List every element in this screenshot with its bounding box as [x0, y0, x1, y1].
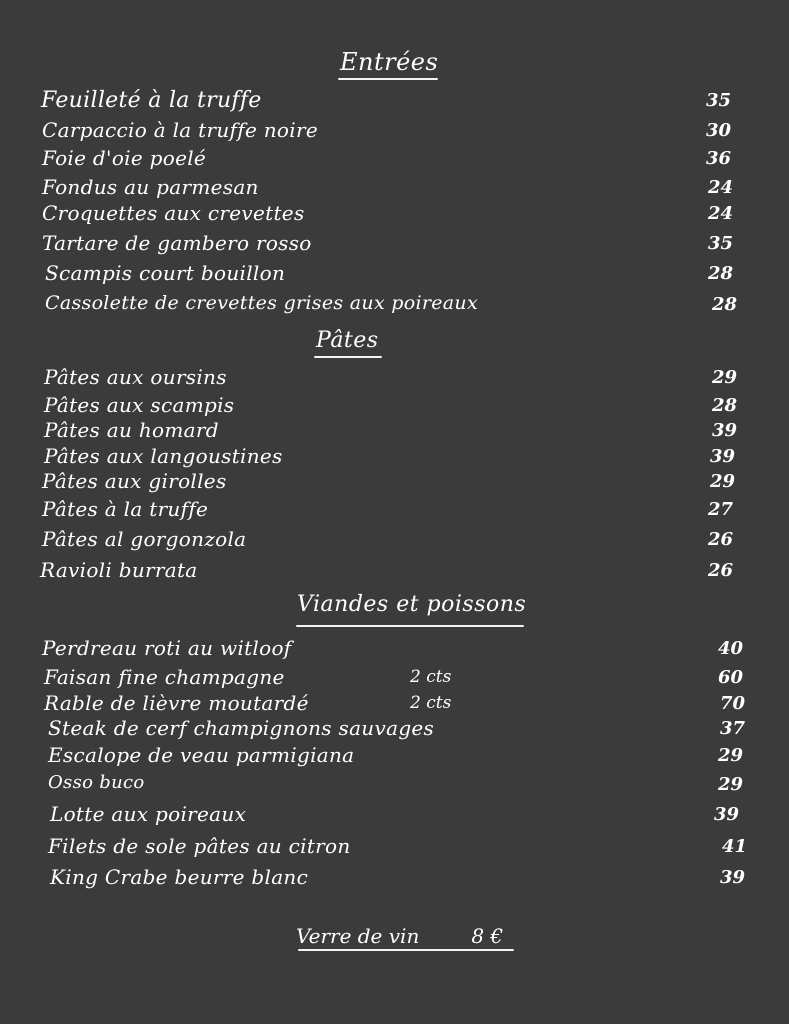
wine-price: 8 €	[471, 924, 504, 948]
item-price: 24	[708, 203, 734, 224]
menu-item	[0, 88, 789, 116]
item-name: Rable de lièvre moutardé	[44, 691, 309, 715]
item-name: Pâtes à la truffe	[42, 497, 209, 521]
item-name: Croquettes aux crevettes	[42, 201, 305, 225]
item-price: 26	[708, 529, 734, 550]
wine-underline	[298, 949, 514, 951]
menu-item	[0, 146, 789, 174]
item-price: 29	[718, 774, 744, 795]
menu-item	[0, 665, 789, 693]
item-name: Ravioli burrata	[40, 558, 198, 582]
item-price: 39	[714, 804, 740, 825]
menu-item	[0, 636, 789, 664]
item-price: 28	[712, 294, 738, 315]
wine-glass-offer	[296, 924, 503, 948]
menu-item	[0, 834, 789, 862]
item-name: Perdreau roti au witloof	[42, 636, 292, 660]
menu-item	[0, 418, 789, 446]
item-price: 39	[710, 446, 736, 467]
item-price: 28	[712, 395, 738, 416]
item-name: Steak de cerf champignons sauvages	[48, 716, 435, 740]
item-price: 36	[706, 148, 732, 169]
item-name: Escalope de veau parmigiana	[48, 743, 355, 767]
menu-item	[0, 261, 789, 289]
item-name: Osso buco	[48, 772, 145, 793]
item-price: 35	[706, 90, 732, 111]
menu-item	[0, 558, 789, 586]
menu-item	[0, 527, 789, 555]
item-name: Tartare de gambero rosso	[42, 231, 312, 255]
menu-item	[0, 865, 789, 893]
wine-label: Verre de vin	[296, 924, 420, 948]
section-title-entrees: Entrées	[340, 48, 439, 76]
item-price: 29	[710, 471, 736, 492]
item-price: 29	[718, 745, 744, 766]
menu-item	[0, 691, 789, 719]
menu-item	[0, 175, 789, 203]
item-name: Pâtes au homard	[44, 418, 219, 442]
section-underline-entrees	[338, 78, 438, 80]
item-price: 70	[720, 693, 746, 714]
item-price: 35	[708, 233, 734, 254]
item-price: 27	[708, 499, 734, 520]
item-name: Foie d'oie poelé	[42, 146, 207, 170]
item-name: Scampis court bouillon	[45, 261, 286, 285]
item-name: Faisan fine champagne	[44, 665, 285, 689]
item-price: 30	[706, 120, 732, 141]
menu-item	[0, 393, 789, 421]
menu-item	[0, 716, 789, 744]
item-price: 29	[712, 367, 738, 388]
item-name: Lotte aux poireaux	[50, 802, 247, 826]
item-name: Fondus au parmesan	[42, 175, 259, 199]
item-price: 60	[718, 667, 744, 688]
item-name: Carpaccio à la truffe noire	[42, 118, 318, 142]
item-name: Filets de sole pâtes au citron	[48, 834, 351, 858]
item-note: 2 cts	[410, 693, 452, 713]
item-note: 2 cts	[410, 667, 452, 687]
item-price: 39	[720, 867, 746, 888]
menu-item	[0, 201, 789, 229]
item-name: Feuilleté à la truffe	[41, 88, 262, 113]
item-name: Pâtes aux oursins	[44, 365, 227, 389]
item-price: 41	[722, 836, 748, 857]
menu-item	[0, 743, 789, 771]
section-underline-viandes-poissons	[296, 625, 524, 627]
item-name: King Crabe beurre blanc	[50, 865, 309, 889]
menu-item	[0, 444, 789, 472]
item-price: 37	[720, 718, 746, 739]
item-price: 24	[708, 177, 734, 198]
menu-item	[0, 118, 789, 146]
item-price: 26	[708, 560, 734, 581]
item-name: Pâtes aux girolles	[42, 469, 227, 493]
section-title-viandes-poissons: Viandes et poissons	[297, 592, 527, 617]
item-price: 28	[708, 263, 734, 284]
menu-item	[0, 497, 789, 525]
menu-item	[0, 802, 789, 830]
menu-item	[0, 772, 789, 800]
item-name: Cassolette de crevettes grises aux poireaux	[45, 292, 478, 314]
section-underline-pates	[314, 356, 382, 358]
item-price: 40	[718, 638, 744, 659]
menu-item	[0, 292, 789, 320]
menu-item	[0, 469, 789, 497]
menu-item	[0, 365, 789, 393]
menu-item	[0, 231, 789, 259]
item-name: Pâtes al gorgonzola	[42, 527, 247, 551]
section-title-pates: Pâtes	[316, 328, 379, 353]
item-price: 39	[712, 420, 738, 441]
item-name: Pâtes aux langoustines	[44, 444, 283, 468]
item-name: Pâtes aux scampis	[44, 393, 235, 417]
